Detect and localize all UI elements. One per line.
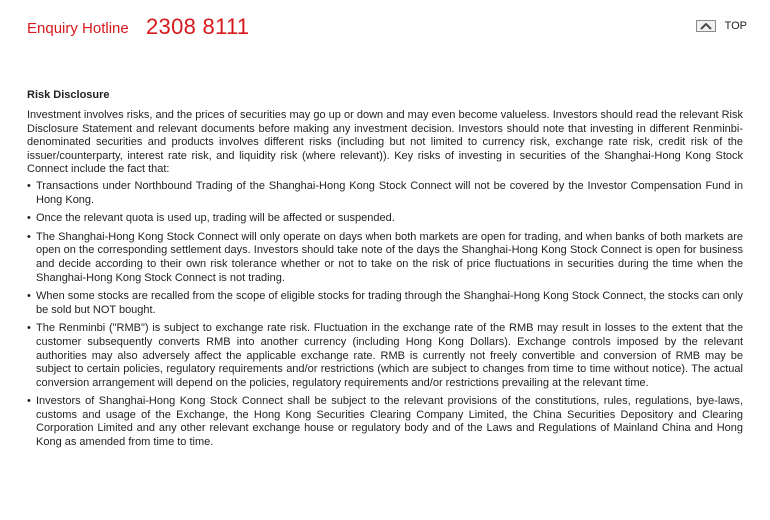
risk-list bbox=[27, 180, 743, 450]
list-item-text: Investors of Shanghai-Hong Kong Stock Connect shall be subject to the relevant provisions of the constitutions, rules, regulations, bye-laws, customs and usage of the Exchange, the Hong Kong Securities Clearing Company Limited, the China Securities Depository and Clearing Corporation Limited and any other relevant exchange house or regulatory body and of the Laws and Regulations of Mainland China and Hong Kong as amended from time to time. bbox=[36, 395, 743, 449]
list-item bbox=[27, 290, 743, 317]
list-item bbox=[27, 231, 743, 285]
enquiry-hotline-label: Enquiry Hotline bbox=[27, 20, 129, 37]
bullet-icon: • bbox=[27, 179, 31, 192]
bullet-icon: • bbox=[27, 395, 31, 408]
chevron-up-icon[interactable] bbox=[696, 20, 716, 32]
list-item bbox=[27, 212, 743, 226]
bullet-icon: • bbox=[27, 212, 31, 225]
list-item bbox=[27, 322, 743, 390]
list-item bbox=[27, 395, 743, 449]
risk-disclosure-section bbox=[27, 88, 743, 455]
bullet-icon: • bbox=[27, 230, 31, 243]
page-header bbox=[27, 14, 747, 44]
list-item-text: Once the relevant quota is used up, trading will be affected or suspended. bbox=[36, 212, 395, 225]
risk-disclosure-title: Risk Disclosure bbox=[27, 89, 110, 101]
enquiry-hotline-number: 2308 8111 bbox=[146, 14, 250, 39]
list-item-text: Transactions under Northbound Trading of the Shanghai-Hong Kong Stock Connect will not be covered by the Investor Compensation Fund in Hong Kong. bbox=[36, 179, 743, 206]
list-item-text: When some stocks are recalled from the scope of eligible stocks for trading through the Shanghai-Hong Kong Stock Connect, the stocks can only be sold but NOT bought. bbox=[36, 290, 743, 316]
back-to-top-link[interactable] bbox=[696, 20, 747, 32]
bullet-icon: • bbox=[27, 290, 31, 303]
bullet-icon: • bbox=[27, 322, 31, 335]
risk-disclosure-intro: Investment involves risks, and the prices of securities may go up or down and may even become valueless. Investors should read the relevant Risk Disclosure Statement and relevant documents before making any investment decision. Investors should note that investing in different Renminbi-denominated securities and products involves different risks (including but not limited to currency risk, exchange rate risk, credit risk of the issuer/counterparty, interest rate risk, and liquidity risk (where relevant)). Key risks of investing in securities of the Shanghai-Hong Kong Stock Connect include the fact that: bbox=[27, 109, 743, 176]
list-item-text: The Shanghai-Hong Kong Stock Connect will only operate on days when both markets are open for trading, and when banks of both markets are open on the corresponding settlement days. Investors should take note of the days the Shanghai-Hong Kong Stock Connect is open for business and decide according to their own risk tolerance whether or not to take on the risk of price fluctuations in securities during the time when the Shanghai-Hong Kong Stock Connect is not trading. bbox=[36, 230, 743, 284]
list-item bbox=[27, 180, 743, 207]
list-item-text: The Renminbi ("RMB") is subject to exchange rate risk. Fluctuation in the exchange rate of the RMB may result in losses to the extent that the customer subsequently converts RMB into another currency (including Hong Kong Dollars). Exchange controls imposed by the relevant authorities may also adversely affect the applicable exchange rate. RMB is currently not freely convertible and conversion of RMB may be subject to certain policies, regulatory requirements and/or restrictions (which are subject to changes from time to time without notice). The actual conversion arrangement will depend on the policies, regulatory requirements and/or restrictions prevailing at the relevant time. bbox=[36, 322, 743, 389]
back-to-top-label[interactable]: TOP bbox=[724, 20, 747, 32]
